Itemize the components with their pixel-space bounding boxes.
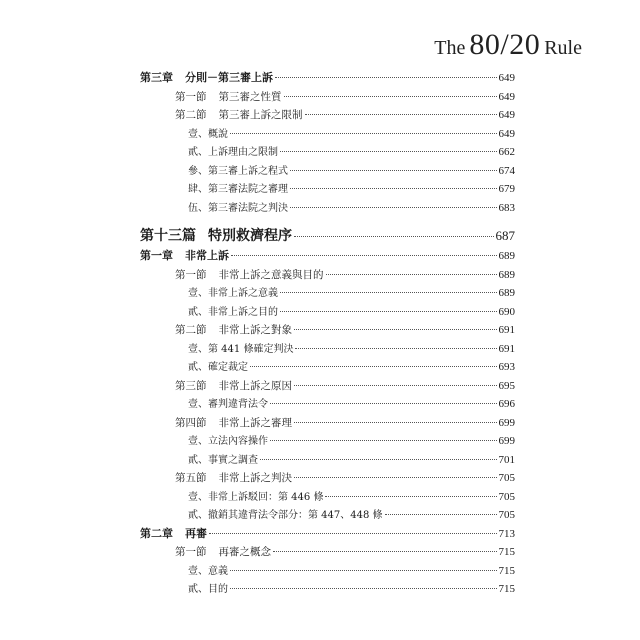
toc-page-number: 690 (498, 305, 515, 318)
toc-entry-text: 貳、確定裁定 (188, 362, 248, 373)
toc-entry-number: 第一節 (175, 546, 207, 558)
dot-leader (230, 569, 497, 571)
toc-entry-item (140, 488, 515, 507)
dot-leader (230, 587, 497, 589)
toc-page-number: 695 (498, 379, 515, 392)
brand-rule: Rule (544, 37, 582, 59)
toc-entry-title (140, 88, 282, 107)
dot-leader (260, 458, 497, 460)
toc-page-number: 705 (498, 472, 515, 484)
toc-entry-text: 分則－第三審上訴 (185, 71, 273, 84)
book-title-header (434, 30, 582, 60)
toc-entry-title (140, 396, 268, 415)
toc-entry-title (140, 469, 292, 488)
brand-number: 80/20 (469, 28, 541, 61)
toc-entry-text: 特別救濟程序 (208, 228, 292, 244)
brand-the: The (434, 37, 466, 59)
toc-entry-chapter (140, 525, 515, 544)
toc-entry-item (140, 506, 515, 525)
dot-leader (231, 254, 497, 256)
toc-page-number: 699 (498, 435, 515, 447)
toc-entry-title (140, 543, 271, 562)
toc-page-number: 649 (498, 127, 515, 140)
toc-page-number: 683 (498, 201, 515, 214)
dot-leader (250, 365, 497, 367)
dot-leader (280, 310, 497, 312)
toc-entry-item (140, 451, 515, 470)
toc-entry-item (140, 180, 515, 199)
dot-leader (294, 328, 497, 330)
toc-entry-text: 肆、第三審法院之審理 (188, 184, 288, 195)
toc-page-number: 649 (498, 72, 515, 84)
toc-entry-item (140, 340, 515, 359)
dot-leader (326, 273, 497, 275)
toc-entry-section (140, 377, 515, 396)
toc-page-number: 649 (498, 109, 515, 121)
toc-entry-text: 壹、概說 (188, 128, 228, 140)
toc-entry-number: 第十三篇 (140, 228, 196, 244)
toc-entry-chapter (140, 69, 515, 88)
toc-page-number: 696 (498, 398, 515, 410)
toc-entry-section (140, 543, 515, 562)
toc-page-number: 715 (498, 546, 515, 558)
dot-leader (294, 235, 494, 237)
dot-leader (294, 476, 497, 478)
toc-entry-text: 壹、非常上訴駁回：第 446 條 (188, 491, 324, 503)
toc-entry-title (140, 377, 292, 396)
toc-entry-title (140, 525, 207, 544)
toc-entry-title (140, 304, 278, 323)
toc-entry-title (140, 144, 278, 163)
toc-page-number: 715 (498, 583, 515, 595)
toc-entry-text: 壹、非常上訴之意義 (188, 288, 278, 299)
toc-entry-text: 貳、撤銷其違背法令部分：第 447、448 條 (188, 510, 383, 521)
toc-entry-text: 非常上訴 (185, 249, 229, 262)
toc-page-number: 689 (498, 250, 515, 262)
toc-entry-section (140, 469, 515, 488)
toc-page-number: 689 (498, 287, 515, 299)
dot-leader (294, 421, 497, 423)
toc-page-number: 691 (498, 342, 515, 355)
toc-entry-number: 第三章 (140, 71, 173, 84)
toc-entry-title (140, 247, 229, 266)
toc-page-number: 713 (498, 527, 515, 540)
toc-page-number: 691 (498, 324, 515, 336)
toc-entry-number: 第一章 (140, 249, 173, 262)
dot-leader (284, 95, 497, 97)
toc-page-number: 699 (498, 416, 515, 429)
toc-entry-text: 壹、意義 (188, 565, 228, 577)
toc-entry-item (140, 580, 515, 599)
dot-leader (294, 384, 497, 386)
dot-leader (325, 495, 496, 497)
toc-page-number: 689 (498, 268, 515, 281)
toc-entry-title (140, 163, 288, 182)
toc-page-number: 679 (498, 183, 515, 195)
toc-page-number: 701 (498, 453, 515, 466)
toc-entry-title (140, 181, 288, 200)
toc-entry-title (140, 126, 228, 145)
toc-page-number: 693 (498, 361, 515, 373)
table-of-contents (140, 69, 515, 599)
toc-entry-item (140, 284, 515, 303)
toc-entry-section (140, 414, 515, 433)
toc-entry-text: 非常上訴之對象 (218, 324, 292, 336)
dot-leader (280, 150, 497, 152)
dot-leader (275, 76, 497, 78)
toc-page-number: 687 (495, 228, 515, 243)
toc-entry-text: 壹、第 441 條確定判決 (188, 343, 294, 355)
toc-entry-title (140, 321, 292, 340)
toc-entry-number: 第四節 (175, 416, 207, 429)
dot-leader (280, 291, 497, 293)
dot-leader (305, 113, 497, 115)
toc-entry-text: 非常上訴之意義與目的 (218, 268, 324, 281)
toc-entry-text: 貳、非常上訴之目的 (188, 306, 278, 318)
toc-page-number: 705 (498, 490, 515, 503)
toc-entry-title (140, 106, 303, 125)
toc-entry-text: 再審 (185, 526, 207, 540)
toc-entry-text: 壹、審判違背法令 (188, 399, 268, 410)
toc-entry-title (140, 225, 292, 247)
dot-leader (209, 532, 497, 534)
toc-entry-text: 貳、事實之調查 (188, 454, 258, 466)
toc-page-number: 674 (498, 164, 515, 177)
dot-leader (295, 347, 496, 349)
toc-entry-title (140, 359, 248, 378)
toc-entry-title (140, 200, 288, 219)
toc-entry-title (140, 507, 383, 526)
toc-entry-item (140, 395, 515, 414)
toc-entry-number: 第五節 (175, 472, 207, 484)
toc-entry-title (140, 563, 228, 582)
toc-entry-title (140, 266, 324, 285)
toc-entry-section (140, 88, 515, 107)
toc-entry-number: 第二章 (140, 526, 173, 540)
toc-entry-number: 第二節 (175, 109, 207, 121)
toc-entry-item (140, 303, 515, 322)
toc-entry-text: 伍、第三審法院之判決 (188, 202, 288, 214)
toc-entry-title (140, 69, 273, 88)
toc-entry-text: 非常上訴之判決 (218, 472, 292, 484)
dot-leader (273, 550, 497, 552)
toc-entry-chapter (140, 247, 515, 266)
toc-entry-title (140, 285, 278, 304)
toc-entry-item (140, 562, 515, 581)
toc-entry-item (140, 358, 515, 377)
toc-entry-text: 貳、目的 (188, 584, 228, 595)
toc-entry-part (140, 225, 515, 247)
toc-page-number: 715 (498, 564, 515, 577)
dot-leader (290, 187, 497, 189)
toc-entry-text: 參、第三審上訴之程式 (188, 165, 288, 177)
toc-entry-title (140, 581, 228, 600)
toc-entry-item (140, 199, 515, 218)
toc-entry-title (140, 452, 258, 471)
toc-entry-number: 第一節 (175, 90, 207, 103)
toc-entry-section (140, 266, 515, 285)
toc-entry-item (140, 125, 515, 144)
toc-entry-text: 壹、立法內容操作 (188, 436, 268, 447)
toc-page-number: 662 (498, 146, 515, 158)
toc-entry-section (140, 106, 515, 125)
toc-entry-item (140, 162, 515, 181)
toc-entry-title (140, 489, 323, 508)
toc-entry-text: 第三審之性質 (218, 90, 282, 103)
toc-entry-item (140, 143, 515, 162)
toc-page-number: 705 (498, 509, 515, 521)
toc-entry-text: 貳、上訴理由之限制 (188, 147, 278, 158)
dot-leader (270, 402, 497, 404)
dot-leader (290, 206, 497, 208)
toc-entry-text: 再審之概念 (218, 546, 271, 558)
toc-entry-number: 第三節 (175, 379, 207, 392)
dot-leader (230, 132, 497, 134)
toc-entry-text: 非常上訴之原因 (218, 379, 292, 392)
dot-leader (385, 513, 497, 515)
toc-entry-text: 第三審上訴之限制 (218, 109, 303, 121)
toc-entry-item (140, 432, 515, 451)
toc-entry-title (140, 341, 293, 360)
toc-page-number: 649 (498, 90, 515, 103)
toc-entry-title (140, 414, 292, 433)
dot-leader (270, 439, 497, 441)
toc-entry-number: 第一節 (175, 268, 207, 281)
dot-leader (290, 169, 497, 171)
toc-entry-section (140, 321, 515, 340)
toc-entry-text: 非常上訴之審理 (218, 416, 292, 429)
toc-entry-title (140, 433, 268, 452)
toc-entry-number: 第二節 (175, 324, 207, 336)
